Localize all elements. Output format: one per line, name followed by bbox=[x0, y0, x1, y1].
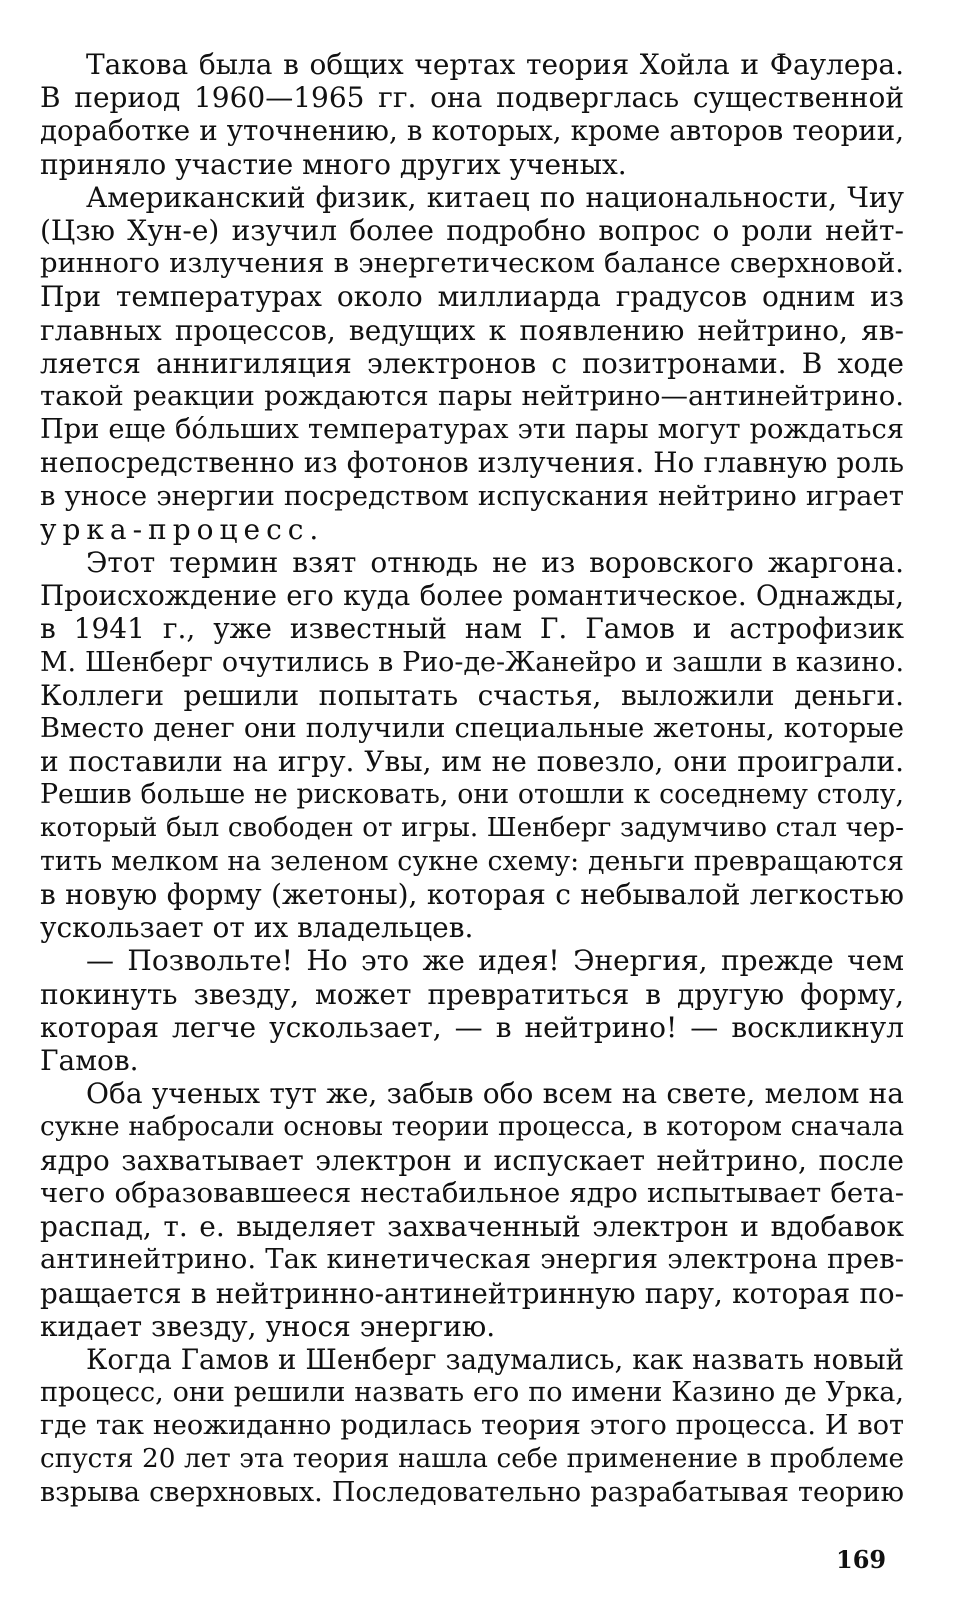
page-number: 169 bbox=[836, 1545, 887, 1574]
text-line: тить мелком на зеленом сукне схему: деньги превращаются bbox=[40, 845, 904, 877]
body-text bbox=[40, 48, 904, 1509]
text-line: ращается в нейтринно-антинейтринную пару, которая по- bbox=[40, 1276, 904, 1310]
text-line: спустя 20 лет эта теория нашла себе применение в проблеме bbox=[40, 1443, 904, 1474]
paragraph-1 bbox=[40, 48, 904, 181]
text-line: Американский физик, китаец по национальности, Чиу bbox=[86, 180, 904, 214]
text-line: В период 1960—1965 гг. она подверглась существенной bbox=[40, 81, 904, 115]
text-line: процесс, они решили назвать его по имени Казино де Урка, bbox=[40, 1377, 904, 1409]
paragraph-4-dialogue bbox=[40, 944, 904, 1077]
text-line: Оба ученых тут же, забыв обо всем на свете, мелом на bbox=[86, 1077, 904, 1111]
text-line: ляется аннигиляция электронов с позитронами. В ходе bbox=[40, 346, 904, 380]
text-line: и поставили на игру. Увы, им не повезло, они проиграли. bbox=[40, 745, 904, 779]
text-line: взрыва сверхновых. Последовательно разрабатывая теорию bbox=[40, 1476, 904, 1508]
paragraph-3 bbox=[40, 546, 904, 944]
text-line: (Цзю Хун-е) изучил более подробно вопрос о роли нейт- bbox=[40, 214, 904, 248]
text-line: распад, т. е. выделяет захваченный электрон и вдобавок bbox=[40, 1210, 904, 1244]
text-line: — Позвольте! Но это же идея! Энергия, прежде чем bbox=[86, 944, 904, 978]
spaced-term-line: урка-процесс. bbox=[40, 512, 325, 546]
text-line: которая легче ускользает, — в нейтрино! — воскликнул bbox=[40, 1010, 904, 1044]
text-line: чего образовавшееся нестабильное ядро испытывает бета- bbox=[40, 1177, 904, 1209]
text-line: При еще бо́льших температурах эти пары могут рождаться bbox=[40, 414, 904, 446]
text-line: ринного излучения в энергетическом балансе сверхновой. bbox=[40, 248, 904, 280]
text-line: в 1941 г., уже известный нам Г. Гамов и астрофизик bbox=[40, 612, 904, 646]
text-line: ускользает от их владельцев. bbox=[40, 911, 474, 945]
paragraph-5 bbox=[40, 1077, 904, 1343]
text-line: непосредственно из фотонов излучения. Но главную роль bbox=[40, 446, 904, 480]
text-line: Этот термин взят отнюдь не из воровского жаргона. bbox=[86, 546, 904, 580]
text-line: в новую форму (жетоны), которая с небывалой легкостью bbox=[40, 878, 904, 912]
text-line: Гамов. bbox=[40, 1044, 139, 1078]
text-line: Вместо денег они получили специальные жетоны, которые bbox=[40, 713, 904, 745]
text-line: приняло участие много других ученых. bbox=[40, 147, 627, 181]
text-line: ядро захватывает электрон и испускает нейтрино, после bbox=[40, 1143, 904, 1177]
paragraph-2 bbox=[40, 181, 904, 546]
text-line: антинейтрино. Так кинетическая энергия электрона прев- bbox=[40, 1243, 904, 1276]
text-line: доработке и уточнению, в которых, кроме авторов теории, bbox=[40, 114, 904, 148]
text-line: При температурах около миллиарда градусов одним из bbox=[40, 280, 904, 314]
text-line: сукне набросали основы теории процесса, в котором сначала bbox=[40, 1111, 904, 1142]
text-line: в уносе энергии посредством испускания нейтрино играет bbox=[40, 480, 904, 512]
text-line: кидает звезду, унося энергию. bbox=[40, 1309, 496, 1343]
text-line: Когда Гамов и Шенберг задумались, как назвать новый bbox=[86, 1342, 904, 1376]
text-line: Решив больше не рисковать, они отошли к соседнему столу, bbox=[40, 779, 904, 811]
text-line: где так неожиданно родилась теория этого процесса. И вот bbox=[40, 1410, 904, 1442]
text-line: Происхождение его куда более романтическое. Однажды, bbox=[40, 579, 904, 613]
text-line: который был свободен от игры. Шенберг задумчиво стал чер- bbox=[40, 812, 904, 843]
text-line: главных процессов, ведущих к появлению нейтрино, яв- bbox=[40, 313, 904, 347]
paragraph-6 bbox=[40, 1343, 904, 1509]
text-line: такой реакции рождаются пары нейтрино—антинейтрино. bbox=[40, 380, 904, 413]
text-line: М. Шенберг очутились в Рио-де-Жанейро и зашли в казино. bbox=[40, 646, 904, 678]
text-line: Такова была в общих чертах теория Хойла и Фаулера. bbox=[86, 48, 904, 81]
text-line: Коллеги решили попытать счастья, выложили деньги. bbox=[40, 678, 904, 712]
text-line: покинуть звезду, может превратиться в другую форму, bbox=[40, 977, 904, 1011]
